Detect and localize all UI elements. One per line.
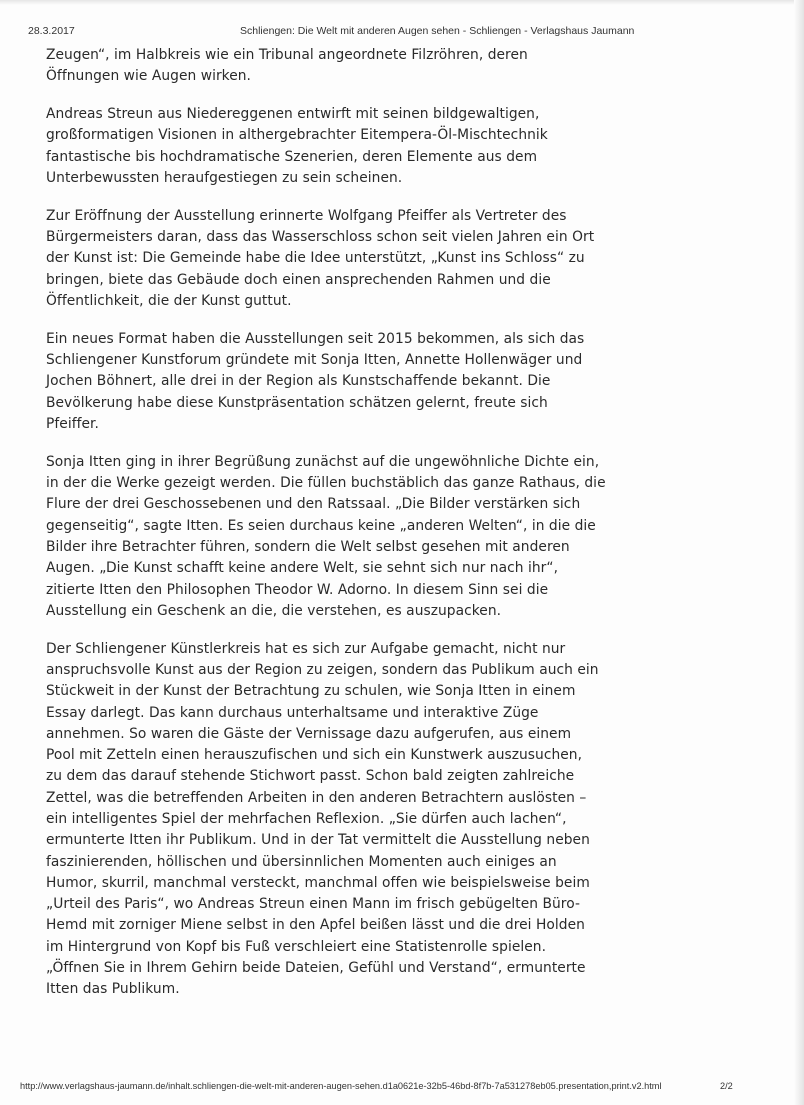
paragraph-line: Stückweit in der Kunst der Betrachtung zu schulen, wie Sonja Itten in einem <box>46 683 576 700</box>
paragraph-line: Zur Eröffnung der Ausstellung erinnerte Wolfgang Pfeiffer als Vertreter des <box>46 207 567 224</box>
paragraph-line: Essay darlegt. Das kann durchaus unterhaltsame und interaktive Züge <box>46 704 539 721</box>
paragraph-line: Öffnungen wie Augen wirken. <box>46 68 251 85</box>
paragraph-line: Jochen Böhnert, alle drei in der Region als Kunstschaffende bekannt. Die <box>46 373 551 390</box>
article-paragraph <box>46 45 786 88</box>
paragraph-line: ein intelligentes Spiel der mehrfachen Reflexion. „Sie dürfen auch lachen“, <box>46 811 567 827</box>
paragraph-line: ermunterte Itten ihr Publikum. Und in der Tat vermittelt die Ausstellung neben <box>46 832 590 849</box>
paragraph-line: „Öffnen Sie in Ihrem Gehirn beide Dateien, Gefühl und Verstand“, ermunterte <box>46 960 586 977</box>
paragraph-line: annehmen. So waren die Gäste der Vernissage dazu aufgerufen, aus einem <box>46 725 572 742</box>
paragraph-line: Zeugen“, im Halbkreis wie ein Tribunal angeordnete Filzröhren, deren <box>46 47 528 63</box>
print-source-url: http://www.verlagshaus-jaumann.de/inhalt.schliengen-die-welt-mit-anderen-augen-sehen.d1a0621e-32b5-46bd-8f7b-7a531278eb05.presentation,print.v2.html <box>20 1081 662 1091</box>
paragraph-line: Flure der drei Geschossebenen und den Ratssaal. „Die Bilder verstärken sich <box>46 496 581 513</box>
print-page-title: Schliengen: Die Welt mit anderen Augen sehen - Schliengen - Verlagshaus Jaumann <box>240 25 635 37</box>
paragraph-line: der Kunst ist: Die Gemeinde habe die Idee unterstützt, „Kunst ins Schloss“ zu <box>46 250 585 267</box>
paragraph-line: Bürgermeisters daran, dass das Wasserschloss schon seit vielen Jahren ein Ort <box>46 229 595 246</box>
paragraph-line: „Urteil des Paris“, wo Andreas Streun einen Mann im frisch gebügelten Büro- <box>46 896 580 913</box>
paragraph-line: fantastische bis hochdramatische Szenerien, deren Elemente aus dem <box>46 148 538 165</box>
article-paragraph <box>46 104 786 189</box>
paragraph-line: gegenseitig“, sagte Itten. Es seien durchaus keine „anderen Welten“, in die die <box>46 517 596 534</box>
paragraph-line: zitierte Itten den Philosophen Theodor W. Adorno. In diesem Sinn sei die <box>46 581 549 598</box>
print-page-number: 2/2 <box>720 1081 733 1091</box>
paragraph-line: Zettel, was die betreffenden Arbeiten in den anderen Betrachtern auslösten – <box>46 789 587 806</box>
paragraph-line: anspruchsvolle Kunst aus der Region zu zeigen, sondern das Publikum auch ein <box>46 661 599 678</box>
article-paragraph <box>46 639 786 1001</box>
print-date: 28.3.2017 <box>28 25 75 37</box>
paragraph-line: Hemd mit zorniger Miene selbst in den Apfel beißen lässt und die drei Holden <box>46 917 585 934</box>
paragraph-line: Augen. „Die Kunst schafft keine andere Welt, sie sehnt sich nur nach ihr“, <box>46 560 559 577</box>
paragraph-line: in der die Werke gezeigt werden. Die füllen buchstäblich das ganze Rathaus, die <box>46 475 606 492</box>
paragraph-line: Pfeiffer. <box>46 415 99 432</box>
paragraph-line: bringen, biete das Gebäude doch einen ansprechenden Rahmen und die <box>46 271 551 288</box>
paragraph-line: zu dem das darauf stehende Stichwort passt. Schon bald zeigten zahlreiche <box>46 768 575 785</box>
paragraph-line: faszinierenden, höllischen und übersinnlichen Momenten auch einiges an <box>46 853 557 870</box>
scan-top-shadow <box>0 0 804 5</box>
paragraph-line: großformatigen Visionen in althergebrachter Eitempera-Öl-Mischtechnik <box>46 127 548 144</box>
paragraph-line: Öffentlichkeit, die der Kunst guttut. <box>46 292 292 309</box>
article-paragraph <box>46 206 786 312</box>
paragraph-line: Sonja Itten ging in ihrer Begrüßung zunächst auf die ungewöhnliche Dichte ein, <box>46 453 600 470</box>
paragraph-line: Bilder ihre Betrachter führen, sondern die Welt selbst gesehen mit anderen <box>46 538 570 555</box>
paragraph-line: Ausstellung ein Geschenk an die, die verstehen, es auszupacken. <box>46 602 502 619</box>
paragraph-line: Schliengener Kunstforum gründete mit Sonja Itten, Annette Hollenwäger und <box>46 352 583 369</box>
paragraph-line: Unterbewussten heraufgestiegen zu sein scheinen. <box>46 169 403 186</box>
paragraph-line: Bevölkerung habe diese Kunstpräsentation schätzen gelernt, freute sich <box>46 394 548 411</box>
paragraph-line: Pool mit Zetteln einen herauszufischen und sich ein Kunstwerk auszusuchen, <box>46 747 583 764</box>
paragraph-line: Ein neues Format haben die Ausstellungen seit 2015 bekommen, als sich das <box>46 330 585 347</box>
paragraph-line: Andreas Streun aus Niedereggenen entwirft mit seinen bildgewaltigen, <box>46 106 540 123</box>
scan-edge <box>794 0 804 1105</box>
paragraph-line: Der Schliengener Künstlerkreis hat es sich zur Aufgabe gemacht, nicht nur <box>46 640 566 657</box>
paragraph-line: Humor, skurril, manchmal versteckt, manchmal offen wie beispielsweise beim <box>46 874 590 891</box>
article-body <box>46 45 786 1017</box>
article-paragraph <box>46 452 786 622</box>
paragraph-line: Itten das Publikum. <box>46 981 180 998</box>
paragraph-line: im Hintergrund von Kopf bis Fuß verschleiert eine Statistenrolle spielen. <box>46 938 547 955</box>
article-paragraph <box>46 329 786 435</box>
